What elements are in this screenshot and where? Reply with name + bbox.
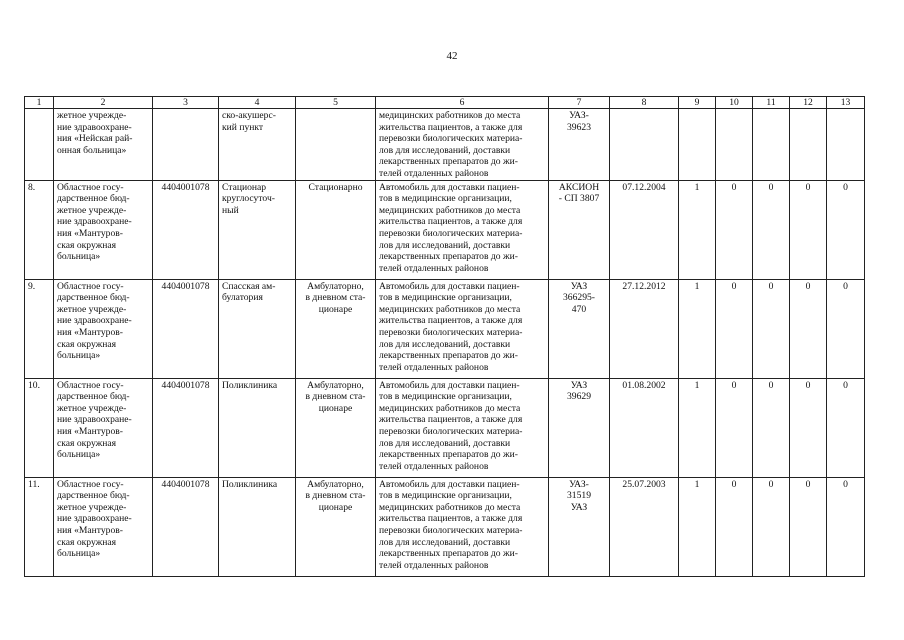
- col9-cell: 1: [679, 279, 716, 378]
- date-cell: 07.12.2004: [610, 180, 679, 279]
- unit-cell: Поликлиника: [219, 477, 296, 576]
- unit-cell: Поликлиника: [219, 378, 296, 477]
- col13-cell: [827, 109, 865, 181]
- col13-cell: 0: [827, 378, 865, 477]
- date-cell: [610, 109, 679, 181]
- vehicle-cell: УАЗ 366295- 470: [549, 279, 610, 378]
- row-number: 9.: [25, 279, 54, 378]
- column-header-5: 5: [296, 97, 376, 109]
- row-number: 11.: [25, 477, 54, 576]
- inn-cell: 4404001078: [153, 477, 219, 576]
- inn-cell: 4404001078: [153, 180, 219, 279]
- vehicle-cell: УАЗ- 31519 УАЗ: [549, 477, 610, 576]
- vehicle-cell: АКСИОН - СП 3807: [549, 180, 610, 279]
- col10-cell: 0: [716, 279, 753, 378]
- vehicle-cell: УАЗ 39629: [549, 378, 610, 477]
- column-header-12: 12: [790, 97, 827, 109]
- col12-cell: 0: [790, 477, 827, 576]
- mode-cell: Амбулаторно, в дневном ста- ционаре: [296, 378, 376, 477]
- inn-cell: 4404001078: [153, 378, 219, 477]
- column-header-1: 1: [25, 97, 54, 109]
- col9-cell: 1: [679, 378, 716, 477]
- column-header-6: 6: [376, 97, 549, 109]
- column-header-13: 13: [827, 97, 865, 109]
- mode-cell: Амбулаторно, в дневном ста- ционаре: [296, 477, 376, 576]
- inn-cell: 4404001078: [153, 279, 219, 378]
- table-row: [25, 477, 865, 576]
- header-row: [25, 97, 865, 109]
- organization-cell: Областное госу- дарственное бюд- жетное учрежде- ние здравоохране- ния «Мантуров- ская окружная больница»: [54, 378, 153, 477]
- date-cell: 25.07.2003: [610, 477, 679, 576]
- purpose-cell: Автомобиль для доставки пациен- тов в медицинские организации, медицинских работников до места жительства пациентов, а также для перевозки биологических материа- лов для исследований, доставки лекарственных препаратов до жи- телей отдаленных районов: [376, 378, 549, 477]
- col13-cell: 0: [827, 477, 865, 576]
- organization-cell: жетное учрежде- ние здравоохране- ния «Нейская рай- онная больница»: [54, 109, 153, 181]
- column-header-2: 2: [54, 97, 153, 109]
- column-header-8: 8: [610, 97, 679, 109]
- col10-cell: 0: [716, 180, 753, 279]
- purpose-cell: Автомобиль для доставки пациен- тов в медицинские организации, медицинских работников до места жительства пациентов, а также для перевозки биологических материа- лов для исследований, доставки лекарственных препаратов до жи- телей отдаленных районов: [376, 180, 549, 279]
- organization-cell: Областное госу- дарственное бюд- жетное учрежде- ние здравоохране- ния «Мантуров- ская окружная больница»: [54, 477, 153, 576]
- col10-cell: 0: [716, 378, 753, 477]
- mode-cell: [296, 109, 376, 181]
- row-number: 8.: [25, 180, 54, 279]
- column-header-4: 4: [219, 97, 296, 109]
- row-number: [25, 109, 54, 181]
- vehicles-table: [24, 96, 865, 577]
- col9-cell: 1: [679, 477, 716, 576]
- table-row: [25, 378, 865, 477]
- col12-cell: [790, 109, 827, 181]
- column-header-7: 7: [549, 97, 610, 109]
- col10-cell: 0: [716, 477, 753, 576]
- col10-cell: [716, 109, 753, 181]
- unit-cell: Стационар круглосуточ- ный: [219, 180, 296, 279]
- col9-cell: 1: [679, 180, 716, 279]
- col11-cell: 0: [753, 279, 790, 378]
- col11-cell: 0: [753, 378, 790, 477]
- col11-cell: 0: [753, 180, 790, 279]
- date-cell: 27.12.2012: [610, 279, 679, 378]
- col12-cell: 0: [790, 279, 827, 378]
- table-body: [25, 109, 865, 577]
- organization-cell: Областное госу- дарственное бюд- жетное учрежде- ние здравоохране- ния «Мантуров- ская окружная больница»: [54, 180, 153, 279]
- purpose-cell: медицинских работников до места жительства пациентов, а также для перевозки биологических материа- лов для исследований, доставки лекарственных препаратов до жи- телей отдаленных районов: [376, 109, 549, 181]
- col13-cell: 0: [827, 279, 865, 378]
- col13-cell: 0: [827, 180, 865, 279]
- date-cell: 01.08.2002: [610, 378, 679, 477]
- col11-cell: 0: [753, 477, 790, 576]
- unit-cell: ско-акушерс- кий пункт: [219, 109, 296, 181]
- inn-cell: [153, 109, 219, 181]
- column-header-10: 10: [716, 97, 753, 109]
- mode-cell: Амбулаторно, в дневном ста- ционаре: [296, 279, 376, 378]
- col12-cell: 0: [790, 180, 827, 279]
- col9-cell: [679, 109, 716, 181]
- unit-cell: Спасская ам- булатория: [219, 279, 296, 378]
- organization-cell: Областное госу- дарственное бюд- жетное учрежде- ние здравоохране- ния «Мантуров- ская окружная больница»: [54, 279, 153, 378]
- row-number: 10.: [25, 378, 54, 477]
- purpose-cell: Автомобиль для доставки пациен- тов в медицинские организации, медицинских работников до места жительства пациентов, а также для перевозки биологических материа- лов для исследований, доставки лекарственных препаратов до жи- телей отдаленных районов: [376, 477, 549, 576]
- col12-cell: 0: [790, 378, 827, 477]
- vehicle-cell: УАЗ- 39623: [549, 109, 610, 181]
- page-number: 42: [446, 50, 458, 62]
- purpose-cell: Автомобиль для доставки пациен- тов в медицинские организации, медицинских работников до места жительства пациентов, а также для перевозки биологических материа- лов для исследований, доставки лекарственных препаратов до жи- телей отдаленных районов: [376, 279, 549, 378]
- table-row: [25, 279, 865, 378]
- table-row: [25, 180, 865, 279]
- column-header-3: 3: [153, 97, 219, 109]
- table-row: [25, 109, 865, 181]
- mode-cell: Стационарно: [296, 180, 376, 279]
- col11-cell: [753, 109, 790, 181]
- column-header-9: 9: [679, 97, 716, 109]
- column-header-11: 11: [753, 97, 790, 109]
